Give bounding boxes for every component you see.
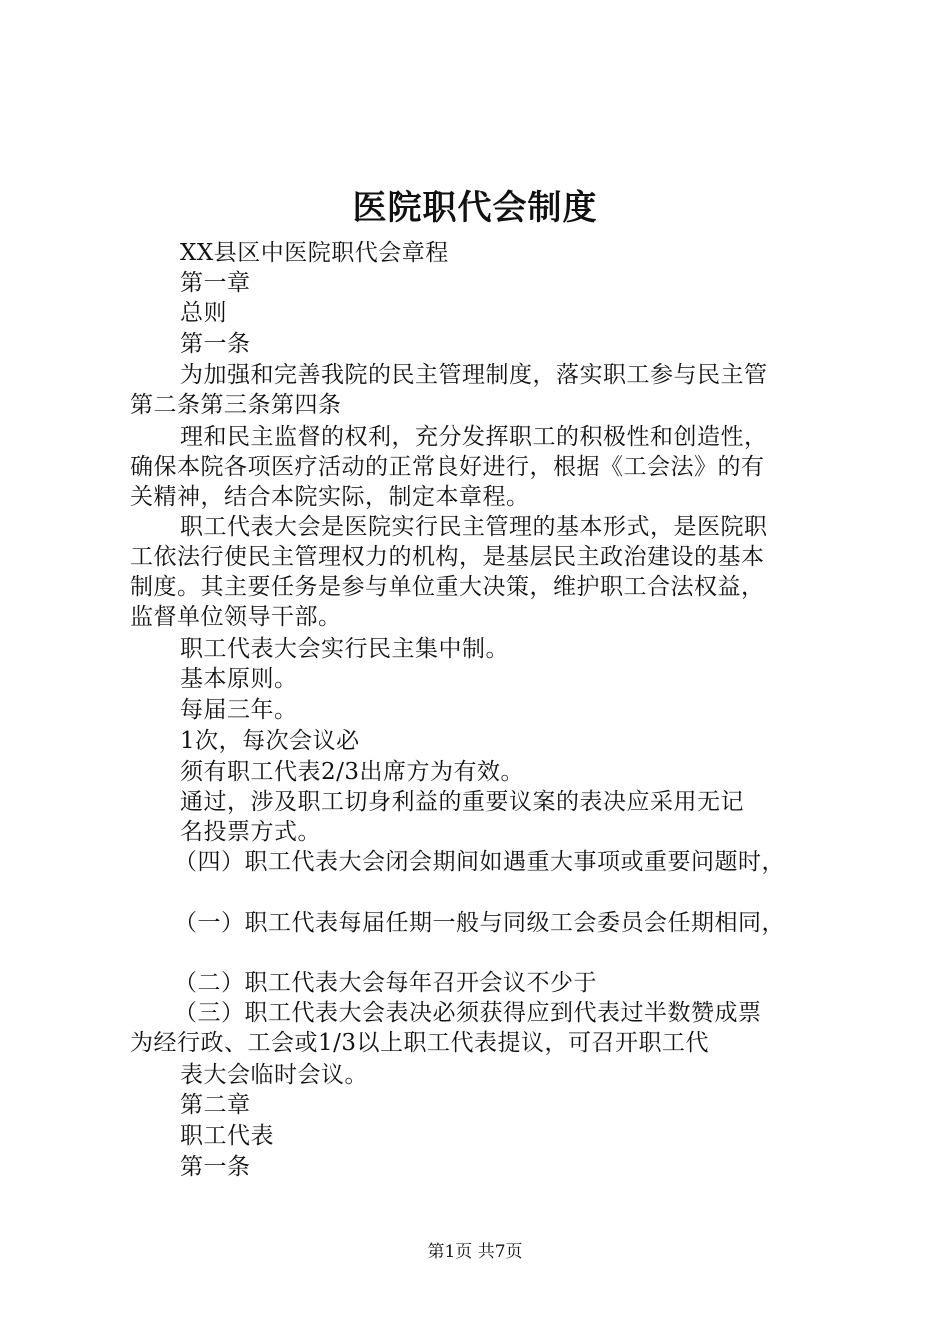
text-line: 制度。其主要任务是参与单位重大决策，维护职工合法权益， [130,574,765,600]
text-line: （三）职工代表大会表决必须获得应到代表过半数赞成票 [174,1000,762,1026]
text-line: （一）职工代表每届任期一般与同级工会委员会任期相同， [174,910,785,936]
text-line: 职工代表大会实行民主集中制。 [180,636,509,662]
text-line: 为加强和完善我院的民主管理制度，落实职工参与民主管 [180,362,768,388]
text-line: 通过，涉及职工切身利益的重要议案的表决应采用无记 [180,789,744,815]
text-line: 确保本院各项医疗活动的正常良好进行，根据《工会法》的有 [130,454,765,480]
text-line: 1次，每次会议必 [180,728,360,754]
text-line: XX县区中医院职代会章程 [180,240,449,266]
text-line: 第一章 [180,270,251,296]
text-line: 第一条 [180,1154,251,1180]
text-line: 总则 [180,300,227,326]
text-line: 监督单位领导干部。 [130,604,342,630]
text-line: 第一条 [180,331,251,357]
document-title: 医院职代会制度 [352,188,598,228]
text-line: 工依法行使民主管理权力的机构，是基层民主政治建设的基本 [130,544,765,570]
text-line: 为经行政、工会或1/3以上职工代表提议，可召开职工代 [130,1030,710,1056]
text-line: 第二条第三条第四条 [130,392,342,418]
text-line: 每届三年。 [180,697,298,723]
text-line: 基本原则。 [180,666,298,692]
page-footer: 第1页 共7页 [427,1242,523,1262]
text-line: 第二章 [180,1092,251,1118]
text-line: 名投票方式。 [180,819,321,845]
text-line: 职工代表 [180,1123,274,1149]
text-line: 关精神，结合本院实际，制定本章程。 [130,484,530,510]
text-line: 须有职工代表2/3出席方为有效。 [180,759,525,785]
text-line: 职工代表大会是医院实行民主管理的基本形式，是医院职 [180,514,768,540]
text-line: 表大会临时会议。 [180,1062,368,1088]
text-line: （四）职工代表大会闭会期间如遇重大事项或重要问题时， [174,849,785,875]
text-line: （二）职工代表大会每年召开会议不少于 [174,970,597,996]
text-line: 理和民主监督的权利，充分发挥职工的积极性和创造性， [180,424,768,450]
